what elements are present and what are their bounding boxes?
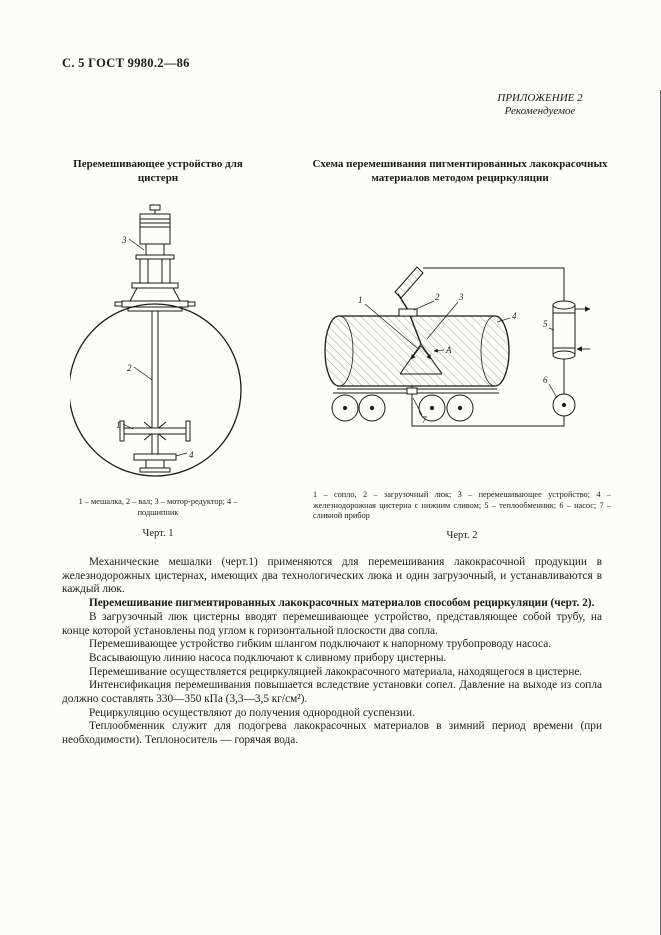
tank-shell [70,304,241,476]
discharge-pipe [423,268,564,301]
figure2-callout-heatex: 5 [543,319,548,329]
figure2-callout-section: А [446,345,452,355]
figure2-title: Схема перемешивания пигментированных лакокрасочных материалов методом рециркуляции [312,158,608,184]
figure1-callout-shaft: 2 [127,363,132,373]
paragraph-6: Перемешивание осуществляется рециркуляцией лакокрасочного материала, находящегося в цистерне. [89,665,583,678]
wheels [332,395,473,421]
annex-title: ПРИЛОЖЕНИЕ 2 [497,92,583,104]
flexible-hose [395,267,423,298]
figure2-callout-pump: 6 [543,375,548,385]
figure1-callout-mixer: 1 [116,420,121,430]
figure2-callout-mixdev: 3 [459,292,464,302]
figure2-callout-tank: 4 [512,311,517,321]
paragraph-3: В загрузочный люк цистерны вводят перемешивающее устройство, представляющее собой трубу, на конце которой установлены под углом к горизонтальной плоскости два сопла. [62,610,602,637]
figure2-callout-nozzle: 1 [358,295,363,305]
figure1-diagram [70,202,248,494]
heat-exchanger [553,301,590,359]
figure2-callout-hatch: 2 [435,292,440,302]
figure2-label: Черт. 2 [446,530,478,541]
figure2-callout-drain: 7 [422,415,427,425]
paragraph-5: Всасывающую линию насоса подключают к сливному прибору цистерны. [89,651,447,664]
paragraph-2: Перемешивание пигментированных лакокрасочных материалов способом рециркуляции (черт. 2). [89,597,595,610]
paragraph-1: Механические мешалки (черт.1) применяются для перемешивания лакокрасочной продукции в железнодорожных цистернах, имеющих два технологических люка и один загрузочный, и устанавливаются в каждый люк. [62,556,602,596]
figure1-callout-bearing: 4 [189,450,194,460]
figure2-caption: 1 – сопло, 2 – загрузочный люк; 3 – перемешивающее устройство; 4 – железнодорожная цистерна с нижним сливом; 5 – теплообменник; 6 – насос; 7 – сливной прибор [313,490,611,520]
figure1-caption: 1 – мешалка, 2 – вал; 3 – мотор-редуктор; 4 – подшипник [78,497,238,517]
paragraph-4: Перемешивающее устройство гибким шлангом подключают к напорному трубопроводу насоса. [89,638,552,651]
body-text [62,556,602,748]
page-header-ref: С. 5 ГОСТ 9980.2—86 [62,56,190,70]
drain-device [407,388,417,394]
figure1-callout-motor: 3 [122,235,127,245]
paragraph-8: Рециркуляцию осуществляют до получения однородной суспензии. [89,706,415,719]
motor-reducer [130,205,180,301]
annex-block [468,92,612,118]
mounting-plate [115,301,195,311]
paragraph-9: Теплообменник служит для подогрева лакокрасочных материалов в зимний период времени (при необходимости). Теплоноситель — горячая вода. [62,720,602,747]
annex-note: Рекомендуемое [504,105,576,117]
figure1-label: Черт. 1 [142,528,174,539]
paddle-mixer [120,421,190,441]
bottom-bearing [134,454,176,472]
paragraph-7: Интенсификация перемешивания повышается вследствие установки сопел. Давление на выходе из сопла должно составлять 330—350 кПа (3,3—3,5 кг/см²). [62,679,602,706]
figure2-diagram [313,252,615,494]
figure1-title: Перемешивающее устройство для цистерн [73,158,243,184]
